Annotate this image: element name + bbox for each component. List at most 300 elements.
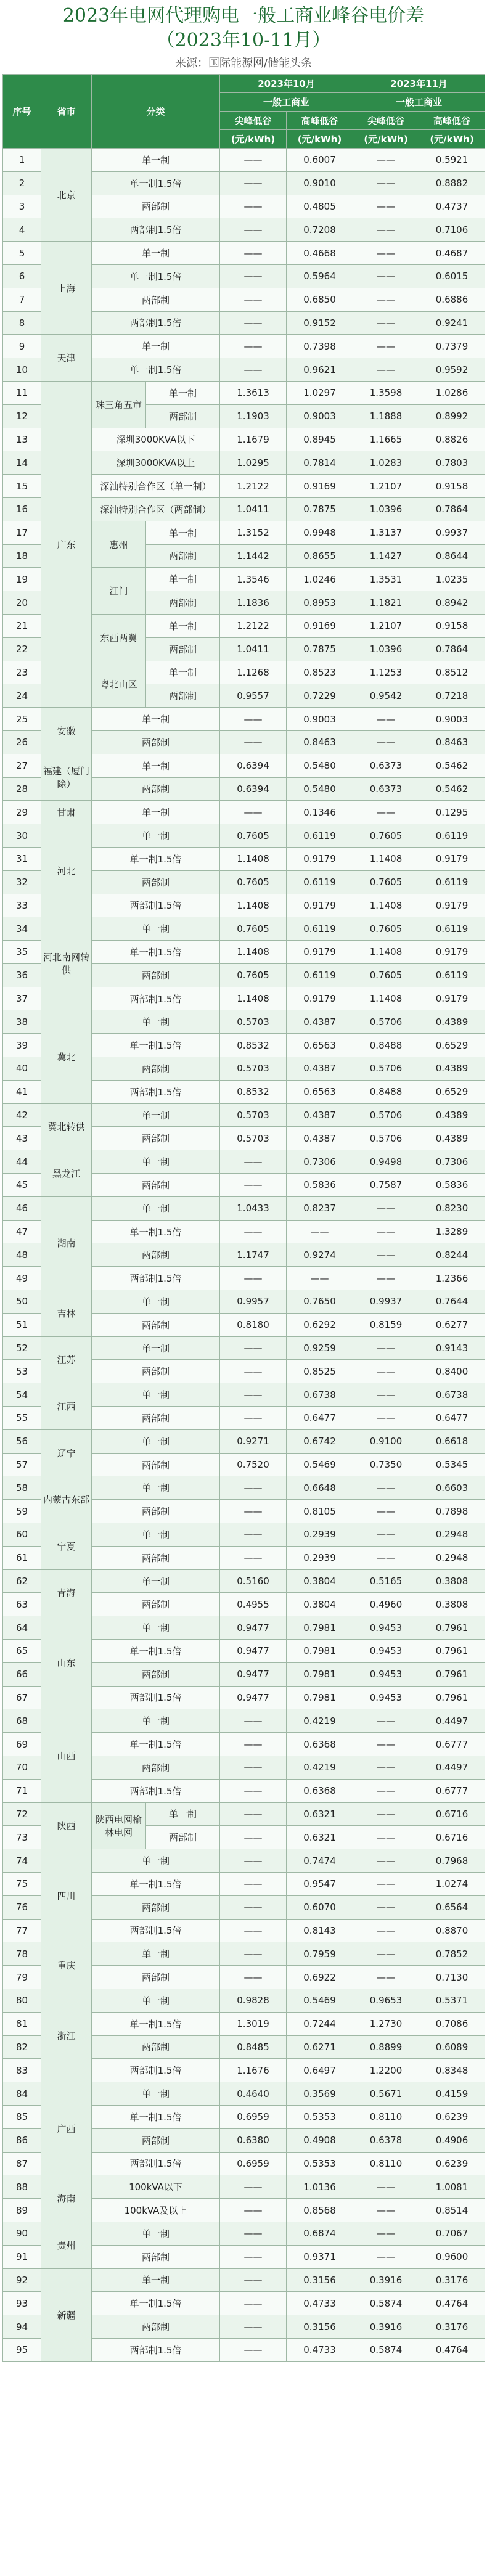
row-oct-peak: 0.9271 <box>220 1429 287 1453</box>
row-seq: 25 <box>3 708 41 731</box>
row-oct-high: 0.6477 <box>287 1407 353 1430</box>
row-oct-high: 0.6497 <box>287 2059 353 2082</box>
row-seq: 5 <box>3 242 41 265</box>
header-oct: 2023年10月 <box>220 75 353 93</box>
row-seq: 4 <box>3 218 41 242</box>
row-nov-peak: 0.5874 <box>353 2292 419 2315</box>
row-category: 单一制 <box>92 1150 220 1174</box>
row-category: 两部制1.5倍 <box>92 894 220 917</box>
row-province: 陕西 <box>41 1802 92 1849</box>
row-nov-high: 0.8348 <box>419 2059 485 2082</box>
table-row <box>3 149 485 172</box>
row-nov-peak: 0.8110 <box>353 2152 419 2175</box>
row-category: 两部制1.5倍 <box>92 218 220 242</box>
row-nov-high: 0.2948 <box>419 1523 485 1547</box>
table-row <box>3 801 485 824</box>
row-category: 两部制 <box>146 404 220 428</box>
price-table <box>2 74 485 2362</box>
row-oct-peak: —— <box>220 708 287 731</box>
row-oct-high: 0.9179 <box>287 987 353 1010</box>
row-oct-high: 0.8945 <box>287 428 353 451</box>
row-category: 两部制 <box>92 1127 220 1150</box>
row-category: 单一制 <box>92 1290 220 1314</box>
row-subregion: 珠三角五市 <box>92 381 146 428</box>
row-seq: 88 <box>3 2175 41 2199</box>
row-province: 湖南 <box>41 1196 92 1290</box>
row-category: 100kVA以下 <box>92 2175 220 2199</box>
header-nov: 2023年11月 <box>353 75 485 93</box>
row-seq: 70 <box>3 1756 41 1779</box>
row-nov-high: 0.6777 <box>419 1779 485 1802</box>
table-row <box>3 1709 485 1733</box>
row-nov-high: 0.6738 <box>419 1383 485 1407</box>
row-seq: 15 <box>3 475 41 498</box>
row-category: 单一制 <box>92 1849 220 1873</box>
row-category: 两部制 <box>146 637 220 661</box>
row-oct-high: 0.7229 <box>287 684 353 708</box>
row-oct-high: 0.4387 <box>287 1103 353 1127</box>
header-nov-peak-valley: 尖峰低谷 <box>353 112 419 130</box>
row-category: 深圳3000KVA以上 <box>92 451 220 475</box>
row-oct-peak: —— <box>220 1407 287 1430</box>
row-oct-high: 0.8568 <box>287 2199 353 2222</box>
row-nov-peak: —— <box>353 708 419 731</box>
row-nov-peak: 0.7587 <box>353 1174 419 1197</box>
row-nov-high: 0.6529 <box>419 1034 485 1057</box>
row-nov-peak: 1.0396 <box>353 497 419 521</box>
row-category: 单一制1.5倍 <box>92 847 220 870</box>
row-nov-peak: 1.1888 <box>353 404 419 428</box>
row-category: 两部制 <box>92 2035 220 2059</box>
row-category: 单一制 <box>92 1989 220 2012</box>
row-oct-high: 0.6321 <box>287 1802 353 1826</box>
row-oct-peak: 1.1442 <box>220 544 287 568</box>
row-nov-peak: —— <box>353 264 419 288</box>
row-seq: 79 <box>3 1966 41 1989</box>
row-category: 单一制 <box>92 149 220 172</box>
row-category: 单一制 <box>92 1196 220 1220</box>
row-oct-peak: 0.7520 <box>220 1453 287 1476</box>
row-oct-peak: —— <box>220 1802 287 1826</box>
row-oct-peak: —— <box>220 1336 287 1360</box>
row-oct-peak: —— <box>220 1966 287 1989</box>
row-oct-peak: —— <box>220 1895 287 1919</box>
row-category: 两部制1.5倍 <box>92 1919 220 1942</box>
row-oct-high: 0.7398 <box>287 335 353 358</box>
row-seq: 39 <box>3 1034 41 1057</box>
header-unit: (元/kWh) <box>287 130 353 149</box>
row-oct-high: 0.4733 <box>287 2292 353 2315</box>
row-oct-high: 0.7959 <box>287 1942 353 1966</box>
header-nov-general: 一般工商业 <box>353 93 485 112</box>
row-oct-high: 0.3569 <box>287 2082 353 2106</box>
row-seq: 69 <box>3 1733 41 1756</box>
page-title: 2023年电网代理购电一般工商业峰谷电价差 <box>62 5 425 27</box>
row-oct-peak: 0.7605 <box>220 963 287 987</box>
row-oct-high: 0.4387 <box>287 1127 353 1150</box>
row-seq: 33 <box>3 894 41 917</box>
row-oct-peak: 0.9828 <box>220 1989 287 2012</box>
row-category: 两部制1.5倍 <box>92 2338 220 2361</box>
row-nov-peak: 0.8488 <box>353 1080 419 1103</box>
row-category: 两部制 <box>92 1174 220 1197</box>
row-nov-high: 0.7961 <box>419 1640 485 1663</box>
row-nov-peak: —— <box>353 1919 419 1942</box>
row-seq: 28 <box>3 777 41 801</box>
row-category: 两部制 <box>92 288 220 311</box>
row-nov-high: 0.7106 <box>419 218 485 242</box>
row-seq: 73 <box>3 1826 41 1849</box>
row-nov-peak: 0.6373 <box>353 777 419 801</box>
row-oct-high: 0.6648 <box>287 1476 353 1500</box>
row-category: 单一制1.5倍 <box>92 1220 220 1243</box>
row-nov-high: 0.8826 <box>419 428 485 451</box>
row-seq: 40 <box>3 1057 41 1081</box>
table-row <box>3 1989 485 2012</box>
row-nov-high: 0.6015 <box>419 264 485 288</box>
row-seq: 66 <box>3 1662 41 1686</box>
row-province: 福建（厦门除） <box>41 754 92 801</box>
row-nov-peak: 0.9653 <box>353 1989 419 2012</box>
row-oct-peak: —— <box>220 1709 287 1733</box>
row-oct-peak: 0.9477 <box>220 1616 287 1640</box>
table-row <box>3 335 485 358</box>
row-seq: 11 <box>3 381 41 404</box>
row-category: 单一制 <box>92 242 220 265</box>
row-nov-peak: 0.5706 <box>353 1103 419 1127</box>
row-seq: 26 <box>3 730 41 754</box>
row-oct-high: 0.7875 <box>287 637 353 661</box>
row-seq: 95 <box>3 2338 41 2361</box>
row-nov-peak: 0.5706 <box>353 1127 419 1150</box>
row-oct-high: —— <box>287 1220 353 1243</box>
row-nov-peak: —— <box>353 1826 419 1849</box>
row-oct-peak: —— <box>220 149 287 172</box>
row-nov-high: 0.6777 <box>419 1733 485 1756</box>
row-oct-peak: 1.1268 <box>220 661 287 684</box>
row-nov-peak: 0.9453 <box>353 1616 419 1640</box>
table-row <box>3 917 485 941</box>
row-category: 单一制 <box>92 1336 220 1360</box>
row-oct-peak: 0.9477 <box>220 1662 287 1686</box>
row-nov-peak: 0.3916 <box>353 2315 419 2339</box>
table-row <box>3 824 485 848</box>
row-oct-high: 0.9169 <box>287 614 353 637</box>
row-nov-peak: —— <box>353 311 419 335</box>
row-nov-high: 0.6119 <box>419 917 485 941</box>
row-oct-high: 0.9371 <box>287 2245 353 2268</box>
row-category: 两部制 <box>146 684 220 708</box>
row-oct-peak: —— <box>220 1826 287 1849</box>
row-nov-peak: 1.3137 <box>353 521 419 544</box>
row-oct-high: 0.5353 <box>287 2152 353 2175</box>
row-seq: 85 <box>3 2105 41 2128</box>
row-subregion: 东西两翼 <box>92 614 146 661</box>
row-nov-peak: —— <box>353 1220 419 1243</box>
row-category: 单一制 <box>92 1429 220 1453</box>
row-oct-high: 0.3804 <box>287 1569 353 1593</box>
row-category: 单一制 <box>92 1103 220 1127</box>
table-row <box>3 1290 485 1314</box>
row-seq: 20 <box>3 591 41 615</box>
row-oct-peak: —— <box>220 358 287 382</box>
row-oct-high: 0.6292 <box>287 1313 353 1336</box>
row-seq: 48 <box>3 1243 41 1267</box>
row-nov-high: 0.6239 <box>419 2105 485 2128</box>
row-oct-high: 0.5480 <box>287 754 353 777</box>
row-nov-peak: 0.9453 <box>353 1662 419 1686</box>
row-oct-peak: —— <box>220 1500 287 1523</box>
row-oct-high: 0.7814 <box>287 451 353 475</box>
row-seq: 36 <box>3 963 41 987</box>
row-oct-peak: 0.4955 <box>220 1593 287 1616</box>
row-seq: 62 <box>3 1569 41 1593</box>
row-oct-peak: 0.7605 <box>220 917 287 941</box>
row-category: 两部制 <box>92 1243 220 1267</box>
row-nov-high: 0.7864 <box>419 497 485 521</box>
row-seq: 81 <box>3 2012 41 2035</box>
row-category: 单一制 <box>92 917 220 941</box>
row-oct-high: 0.9259 <box>287 1336 353 1360</box>
row-nov-high: 0.6529 <box>419 1080 485 1103</box>
row-nov-high: 0.6564 <box>419 1895 485 1919</box>
row-nov-peak: —— <box>353 1360 419 1383</box>
table-row <box>3 2268 485 2292</box>
row-nov-peak: —— <box>353 1849 419 1873</box>
row-nov-peak: —— <box>353 1756 419 1779</box>
row-nov-high: 0.7086 <box>419 2012 485 2035</box>
row-oct-peak: —— <box>220 1849 287 1873</box>
row-nov-peak: 0.6373 <box>353 754 419 777</box>
row-nov-high: 0.1295 <box>419 801 485 824</box>
row-oct-peak: 0.5703 <box>220 1103 287 1127</box>
row-oct-high: 0.9547 <box>287 1872 353 1895</box>
row-oct-high: 0.8237 <box>287 1196 353 1220</box>
row-oct-high: 0.5353 <box>287 2105 353 2128</box>
row-category: 单一制1.5倍 <box>92 358 220 382</box>
row-oct-peak: 0.6380 <box>220 2128 287 2152</box>
row-nov-high: 0.3176 <box>419 2315 485 2339</box>
row-seq: 91 <box>3 2245 41 2268</box>
row-nov-peak: 0.5706 <box>353 1057 419 1081</box>
row-oct-high: 0.9179 <box>287 894 353 917</box>
row-seq: 63 <box>3 1593 41 1616</box>
row-category: 单一制1.5倍 <box>92 1640 220 1663</box>
header-category: 分类 <box>92 75 220 149</box>
row-oct-peak: —— <box>220 1942 287 1966</box>
row-province: 江苏 <box>41 1336 92 1383</box>
row-seq: 50 <box>3 1290 41 1314</box>
row-nov-peak: —— <box>353 1523 419 1547</box>
row-seq: 80 <box>3 1989 41 2012</box>
row-nov-peak: 0.5671 <box>353 2082 419 2106</box>
row-category: 两部制1.5倍 <box>92 2059 220 2082</box>
row-oct-peak: —— <box>220 1733 287 1756</box>
table-row <box>3 1476 485 1500</box>
row-nov-high: 0.7852 <box>419 1942 485 1966</box>
row-oct-peak: 0.6394 <box>220 754 287 777</box>
table-row <box>3 1616 485 1640</box>
row-seq: 30 <box>3 824 41 848</box>
row-seq: 2 <box>3 171 41 195</box>
row-seq: 60 <box>3 1523 41 1547</box>
row-seq: 77 <box>3 1919 41 1942</box>
row-seq: 22 <box>3 637 41 661</box>
row-nov-high: 0.8992 <box>419 404 485 428</box>
row-oct-high: 0.8143 <box>287 1919 353 1942</box>
row-nov-peak: 0.3916 <box>353 2268 419 2292</box>
row-oct-high: 1.0136 <box>287 2175 353 2199</box>
row-category: 单一制 <box>92 2268 220 2292</box>
row-nov-high: 0.9158 <box>419 475 485 498</box>
table-row <box>3 1010 485 1034</box>
row-oct-high: 0.5469 <box>287 1453 353 1476</box>
row-nov-peak: —— <box>353 1872 419 1895</box>
row-nov-peak: 1.3598 <box>353 381 419 404</box>
row-province: 天津 <box>41 335 92 382</box>
table-row <box>3 2082 485 2106</box>
row-nov-high: 0.5921 <box>419 149 485 172</box>
row-oct-peak: —— <box>220 730 287 754</box>
row-seq: 52 <box>3 1336 41 1360</box>
row-oct-high: 0.9003 <box>287 708 353 731</box>
row-nov-high: 0.9241 <box>419 311 485 335</box>
row-nov-high: 0.4159 <box>419 2082 485 2106</box>
row-category: 单一制 <box>146 614 220 637</box>
row-nov-high: 0.9143 <box>419 1336 485 1360</box>
row-category: 两部制1.5倍 <box>92 2152 220 2175</box>
row-nov-peak: —— <box>353 1733 419 1756</box>
row-nov-high: 1.0274 <box>419 1872 485 1895</box>
row-nov-high: 0.9937 <box>419 521 485 544</box>
table-row <box>3 754 485 777</box>
row-nov-high: 0.6277 <box>419 1313 485 1336</box>
row-oct-peak: —— <box>220 1360 287 1383</box>
row-nov-high: 0.8870 <box>419 1919 485 1942</box>
row-oct-peak: 1.0411 <box>220 637 287 661</box>
row-province: 四川 <box>41 1849 92 1942</box>
row-oct-high: 0.8105 <box>287 1500 353 1523</box>
row-seq: 74 <box>3 1849 41 1873</box>
row-category: 两部制 <box>146 591 220 615</box>
row-nov-high: 0.6119 <box>419 963 485 987</box>
row-seq: 82 <box>3 2035 41 2059</box>
row-oct-peak: 0.8532 <box>220 1034 287 1057</box>
row-nov-high: 0.9003 <box>419 708 485 731</box>
row-province: 河北南网转供 <box>41 917 92 1010</box>
row-seq: 64 <box>3 1616 41 1640</box>
row-oct-peak: 1.0411 <box>220 497 287 521</box>
row-province: 辽宁 <box>41 1429 92 1476</box>
table-row <box>3 1196 485 1220</box>
row-nov-high: 0.7898 <box>419 1500 485 1523</box>
row-nov-peak: 0.4960 <box>353 1593 419 1616</box>
row-nov-high: 0.6477 <box>419 1407 485 1430</box>
row-nov-peak: —— <box>353 1476 419 1500</box>
row-oct-high: 0.8523 <box>287 661 353 684</box>
row-category: 两部制 <box>92 870 220 894</box>
row-seq: 35 <box>3 941 41 964</box>
row-oct-peak: 0.8485 <box>220 2035 287 2059</box>
row-oct-peak: —— <box>220 1220 287 1243</box>
row-nov-peak: 0.9542 <box>353 684 419 708</box>
row-category: 两部制 <box>92 1313 220 1336</box>
row-category: 深汕特别合作区（单一制） <box>92 475 220 498</box>
row-nov-high: 0.4389 <box>419 1103 485 1127</box>
row-category: 单一制1.5倍 <box>92 1733 220 1756</box>
row-seq: 16 <box>3 497 41 521</box>
row-oct-high: 1.0297 <box>287 381 353 404</box>
row-oct-high: 0.7875 <box>287 497 353 521</box>
row-category: 两部制 <box>92 1057 220 1081</box>
row-oct-high: 0.5964 <box>287 264 353 288</box>
row-oct-high: 0.7650 <box>287 1290 353 1314</box>
row-seq: 68 <box>3 1709 41 1733</box>
row-oct-peak: —— <box>220 2199 287 2222</box>
row-category: 单一制 <box>92 1616 220 1640</box>
row-nov-high: 0.6119 <box>419 824 485 848</box>
row-category: 深圳3000KVA以下 <box>92 428 220 451</box>
row-nov-high: 0.4497 <box>419 1709 485 1733</box>
table-row <box>3 242 485 265</box>
row-oct-peak: 0.9557 <box>220 684 287 708</box>
row-nov-high: 0.7067 <box>419 2222 485 2245</box>
row-nov-high: 0.8244 <box>419 1243 485 1267</box>
row-nov-high: 0.9179 <box>419 987 485 1010</box>
row-seq: 1 <box>3 149 41 172</box>
row-seq: 7 <box>3 288 41 311</box>
table-row <box>3 1942 485 1966</box>
row-oct-high: 0.4668 <box>287 242 353 265</box>
row-nov-high: 0.5462 <box>419 777 485 801</box>
row-nov-peak: 0.5874 <box>353 2338 419 2361</box>
row-nov-high: 0.4764 <box>419 2292 485 2315</box>
row-nov-peak: —— <box>353 149 419 172</box>
row-oct-peak: 0.8532 <box>220 1080 287 1103</box>
row-nov-high: 0.3808 <box>419 1593 485 1616</box>
row-seq: 10 <box>3 358 41 382</box>
header-province: 省市 <box>41 75 92 149</box>
row-nov-high: 0.6716 <box>419 1802 485 1826</box>
row-nov-peak: —— <box>353 242 419 265</box>
table-row <box>3 2175 485 2199</box>
row-oct-high: 0.7981 <box>287 1662 353 1686</box>
row-category: 单一制 <box>92 801 220 824</box>
row-category: 单一制 <box>92 824 220 848</box>
row-subregion: 陕西电网榆林电网 <box>92 1802 146 1849</box>
row-oct-high: 0.4908 <box>287 2128 353 2152</box>
row-oct-high: 0.8525 <box>287 1360 353 1383</box>
row-seq: 78 <box>3 1942 41 1966</box>
row-province: 海南 <box>41 2175 92 2222</box>
row-nov-high: 0.7961 <box>419 1662 485 1686</box>
row-nov-peak: 1.1408 <box>353 941 419 964</box>
row-seq: 47 <box>3 1220 41 1243</box>
row-nov-peak: 1.1408 <box>353 847 419 870</box>
row-nov-peak: 0.8110 <box>353 2105 419 2128</box>
row-oct-peak: —— <box>220 311 287 335</box>
row-category: 两部制 <box>92 963 220 987</box>
row-category: 单一制 <box>92 1569 220 1593</box>
row-nov-peak: —— <box>353 1383 419 1407</box>
row-oct-peak: 1.3019 <box>220 2012 287 2035</box>
row-category: 两部制1.5倍 <box>92 1267 220 1290</box>
row-nov-high: 0.6239 <box>419 2152 485 2175</box>
row-seq: 89 <box>3 2199 41 2222</box>
row-nov-high: 0.8514 <box>419 2199 485 2222</box>
row-nov-high: 0.7218 <box>419 684 485 708</box>
row-category: 单一制1.5倍 <box>92 2012 220 2035</box>
